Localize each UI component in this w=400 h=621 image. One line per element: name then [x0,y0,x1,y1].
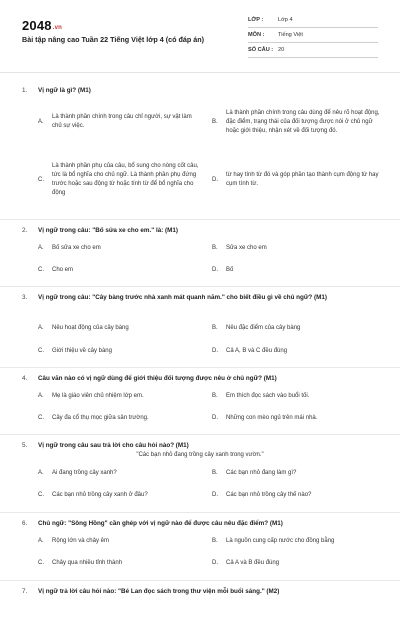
option-text: Các bạn nhỏ đang làm gì? [226,470,297,476]
option-b[interactable] [212,537,386,546]
option-c[interactable] [38,559,202,568]
option-letter: C. [38,492,44,498]
option-d[interactable] [212,414,376,423]
option-b[interactable] [212,324,376,333]
question-2 [0,220,400,287]
option-text: Nêu đặc điểm của cây bàng [226,325,301,331]
option-letter: D. [212,348,218,354]
header-divider [0,72,400,73]
option-text: Mẹ là giáo viên chủ nhiệm lớp em. [52,393,144,399]
question-4 [0,368,400,435]
option-b[interactable] [212,392,376,401]
option-letter: D. [212,176,218,183]
option-letter: C. [38,267,44,273]
info-label: LỚP : [248,17,264,23]
logo-text: 2048 [22,18,52,33]
info-row-subject [248,28,378,43]
option-text: Cây đa cổ thụ mọc giữa sân trường. [52,415,149,421]
option-c[interactable] [38,266,202,275]
option-letter: C. [38,560,44,566]
option-c[interactable] [38,156,202,204]
option-text: Cả A, B và C đều đúng [226,348,288,354]
option-text: Bố [226,267,234,273]
question-number: 3. [22,294,28,301]
document-title: Bài tập nâng cao Tuần 22 Tiếng Việt lớp 4 (có đáp án) [22,35,205,44]
question-stem [22,441,378,450]
question-number: 5. [22,442,28,449]
option-text: Nêu hoạt động của cây bàng [52,325,129,331]
question-number: 7. [22,588,28,595]
option-letter: A. [38,245,44,251]
option-d[interactable] [212,162,381,198]
question-3 [0,287,400,368]
question-stem [22,86,378,95]
info-value: Tiếng Việt [278,32,303,38]
page-header [0,0,400,70]
question-1 [0,80,400,220]
option-a[interactable] [38,104,202,140]
info-row-count [248,43,378,58]
option-text: Giới thiệu về cây bàng [52,348,112,354]
question-stem [22,374,378,383]
option-letter: D. [212,492,218,498]
option-text: Là thành phần chính trong câu dùng để nêu rõ hoạt động, đặc điểm, trạng thái của đối tượng được nói ở chủ ngữ hoặc giới thiệu, nhận xét về đối tượng đó. [226,109,380,134]
option-letter: C. [38,176,44,183]
logo-suffix: .vn [52,25,63,31]
option-letter: A. [38,470,44,476]
option-text: Là thành phần chính trong câu chỉ người, sự vật làm chủ sự việc. [52,114,192,129]
info-value: 20 [278,47,285,53]
question-text: Câu văn nào có vị ngữ dùng để giới thiệu đối tượng được nêu ở chủ ngữ? (M1) [38,375,277,382]
option-letter: B. [212,245,218,251]
option-letter: B. [212,118,218,125]
question-number: 1. [22,87,28,94]
question-stem [22,587,378,596]
question-text: Vị ngữ là gì? (M1) [38,87,91,94]
option-b[interactable] [212,469,376,478]
option-text: Những con mèo ngủ trên mái nhà. [226,415,318,421]
option-letter: B. [212,538,218,544]
info-value: Lớp 4 [278,17,293,23]
option-text: Cho em [52,267,74,273]
option-letter: A. [38,325,44,331]
question-7 [0,581,400,621]
option-letter: B. [212,470,218,476]
question-text: Vị ngữ trong câu sau trả lời cho câu hỏi nào? (M1) [38,442,189,449]
question-stem [22,226,378,235]
option-letter: D. [212,267,218,273]
option-d[interactable] [212,559,376,568]
document-info [248,13,378,58]
question-stem [22,293,378,302]
option-text: Là thành phần phụ của câu, bổ sung cho nòng cốt câu, tức là bổ nghĩa cho chủ ngữ. Là thành phần phụ đứng trước hoặc sau động từ hoặc tính từ để bổ nghĩa cho động [52,163,199,196]
option-letter: B. [212,325,218,331]
question-stem [22,519,378,528]
option-a[interactable] [38,392,202,401]
option-letter: C. [38,415,44,421]
option-d[interactable] [212,491,376,500]
option-letter: A. [38,118,44,125]
option-b[interactable] [212,98,381,146]
option-d[interactable] [212,347,376,356]
info-label: SỐ CÂU : [248,47,274,53]
option-text: Các bạn nhỏ trồng cây thế nào? [226,492,312,498]
option-text: Chảy qua nhiều tỉnh thành [52,560,123,566]
question-text: Vị ngữ trả lời câu hỏi nào: "Bé Lan đọc sách trong thư viện mỗi buổi sáng." (M2) [38,588,280,595]
site-logo[interactable] [22,18,62,33]
question-text: Chủ ngữ: "Sông Hồng" cần ghép với vị ngữ nào để được câu nêu đặc điểm? (M1) [38,520,283,527]
option-text: Sửa xe cho em [226,245,267,251]
question-list [0,80,400,621]
option-text: Ai đang trồng cây xanh? [52,470,117,476]
option-a[interactable] [38,324,202,333]
info-row-class [248,13,378,28]
question-number: 6. [22,520,28,527]
option-text: Các bạn nhỏ trồng cây xanh ở đâu? [52,492,148,498]
example-sentence: "Các bạn nhỏ đang trồng cây xanh trong vườn." [136,452,264,458]
option-text: Là nguồn cung cấp nước cho đồng bằng [226,538,335,544]
option-b[interactable] [212,244,376,253]
option-letter: D. [212,560,218,566]
option-text: Rộng lớn và chảy êm [52,538,109,544]
option-text: từ hay tính từ đó và góp phần tạo thành cụm động từ hay cụm tính từ. [226,172,379,187]
question-number: 2. [22,227,28,234]
option-a[interactable] [38,244,202,253]
option-a[interactable] [38,537,202,546]
option-text: Bố sửa xe cho em [52,245,101,251]
option-letter: C. [38,348,44,354]
question-text: Vị ngữ trong câu: "Bố sửa xe cho em." là: (M1) [38,227,178,234]
question-text: Vị ngữ trong câu: "Cây bàng trước nhà xanh mát quanh năm." cho biết điều gì về chủ ngữ? (M1) [38,294,327,301]
option-text: Em thích đọc sách vào buổi tối. [226,393,310,399]
option-letter: A. [38,538,44,544]
question-5 [0,435,400,513]
question-6 [0,513,400,581]
option-letter: A. [38,393,44,399]
question-number: 4. [22,375,28,382]
option-a[interactable] [38,469,202,478]
option-text: Cả A và B đều đúng [226,560,280,566]
option-letter: B. [212,393,218,399]
option-c[interactable] [38,414,202,423]
option-d[interactable] [212,266,376,275]
option-c[interactable] [38,347,202,356]
option-letter: D. [212,415,218,421]
option-c[interactable] [38,491,202,500]
info-label: MÔN : [248,32,265,38]
